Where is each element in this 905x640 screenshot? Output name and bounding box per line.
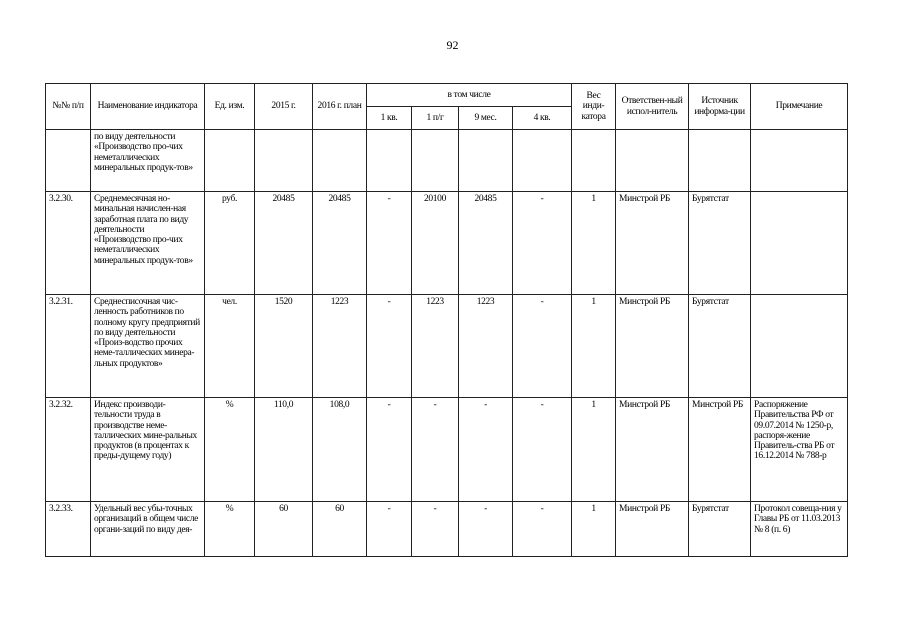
cell-source: Бурятстат (689, 502, 751, 557)
header-row-top (46, 84, 848, 107)
cell-2016 (313, 130, 367, 192)
cell-num: 3.2.32. (46, 398, 91, 502)
cell-h1 (412, 130, 459, 192)
cell-q1: - (367, 398, 412, 502)
cell-q4: - (513, 295, 572, 398)
header-q1: 1 кв. (367, 107, 412, 130)
header-source: Источник информа-ции (689, 84, 751, 130)
cell-unit: чел. (205, 295, 255, 398)
cell-responsible: Минстрой РБ (616, 502, 689, 557)
cell-weight: 1 (572, 192, 616, 295)
header-unit: Ед. изм. (205, 84, 255, 130)
cell-note (751, 295, 848, 398)
cell-weight (572, 130, 616, 192)
cell-source: Минстрой РБ (689, 398, 751, 502)
page-number: 92 (446, 38, 459, 52)
cell-name: Среднемесячная но-минальная начислен-ная заработная плата по виду деятельности «Производство про-чих неметаллических минеральных продук-тов» (91, 192, 205, 295)
cell-9m: - (459, 502, 513, 557)
cell-num: 3.2.30. (46, 192, 91, 295)
cell-q4: - (513, 398, 572, 502)
cell-2016: 108,0 (313, 398, 367, 502)
cell-name: Индекс производи-тельности труда в производстве неме-таллических мине-ральных продуктов (в процентах к преды-дущему году) (91, 398, 205, 502)
header-2016-plan: 2016 г. план (313, 84, 367, 130)
header-num: №№ п/п (46, 84, 91, 130)
table-row (46, 398, 848, 502)
cell-note: Распоряжение Правительства РФ от 09.07.2014 № 1250-р, распоря-жение Правитель-ства РБ от 16.12.2014 № 788-р (751, 398, 848, 502)
cell-note (751, 130, 848, 192)
cell-name: Среднесписочная чис-ленность работников по полному кругу предприятий по виду деятельности «Произ-водство прочих неме-таллических минера-льных продуктов» (91, 295, 205, 398)
cell-note: Протокол совеща-ния у Главы РБ от 11.03.2013 № 8 (п. 6) (751, 502, 848, 557)
cell-responsible: Минстрой РБ (616, 295, 689, 398)
cell-q1: - (367, 192, 412, 295)
table-row (46, 192, 848, 295)
header-name: Наименование индикатора (91, 84, 205, 130)
cell-name: по виду деятельности «Производство про-чих неметаллических минеральных продук-тов» (91, 130, 205, 192)
cell-q4 (513, 130, 572, 192)
cell-h1: 20100 (412, 192, 459, 295)
cell-num: 3.2.33. (46, 502, 91, 557)
cell-h1: - (412, 502, 459, 557)
indicators-table (45, 83, 848, 557)
cell-unit (205, 130, 255, 192)
cell-9m: 20485 (459, 192, 513, 295)
header-9m: 9 мес. (459, 107, 513, 130)
table-row (46, 130, 848, 192)
cell-responsible (616, 130, 689, 192)
header-note: Примечание (751, 84, 848, 130)
cell-note (751, 192, 848, 295)
cell-weight: 1 (572, 295, 616, 398)
cell-9m: - (459, 398, 513, 502)
cell-h1: 1223 (412, 295, 459, 398)
header-h1: 1 п/г (412, 107, 459, 130)
cell-weight: 1 (572, 398, 616, 502)
header-2015: 2015 г. (255, 84, 313, 130)
cell-source: Бурятстат (689, 192, 751, 295)
cell-2015: 1520 (255, 295, 313, 398)
cell-q1: - (367, 502, 412, 557)
cell-2015 (255, 130, 313, 192)
cell-source (689, 130, 751, 192)
cell-unit: руб. (205, 192, 255, 295)
cell-unit: % (205, 398, 255, 502)
cell-q1 (367, 130, 412, 192)
cell-2015: 110,0 (255, 398, 313, 502)
header-q4: 4 кв. (513, 107, 572, 130)
cell-name: Удельный вес убы-точных организаций в общем числе органи-заций по виду дея- (91, 502, 205, 557)
cell-2016: 1223 (313, 295, 367, 398)
cell-q4: - (513, 502, 572, 557)
cell-2015: 20485 (255, 192, 313, 295)
header-including: в том числе (367, 84, 572, 107)
cell-2016: 60 (313, 502, 367, 557)
cell-num (46, 130, 91, 192)
table-row (46, 295, 848, 398)
cell-q4: - (513, 192, 572, 295)
cell-weight: 1 (572, 502, 616, 557)
cell-unit: % (205, 502, 255, 557)
cell-2015: 60 (255, 502, 313, 557)
cell-source: Бурятстат (689, 295, 751, 398)
cell-q1: - (367, 295, 412, 398)
table-row (46, 502, 848, 557)
header-weight: Вес инди-катора (572, 84, 616, 130)
cell-9m: 1223 (459, 295, 513, 398)
cell-h1: - (412, 398, 459, 502)
cell-9m (459, 130, 513, 192)
cell-responsible: Минстрой РБ (616, 398, 689, 502)
cell-2016: 20485 (313, 192, 367, 295)
header-responsible: Ответствен-ный испол-нитель (616, 84, 689, 130)
cell-responsible: Минстрой РБ (616, 192, 689, 295)
cell-num: 3.2.31. (46, 295, 91, 398)
